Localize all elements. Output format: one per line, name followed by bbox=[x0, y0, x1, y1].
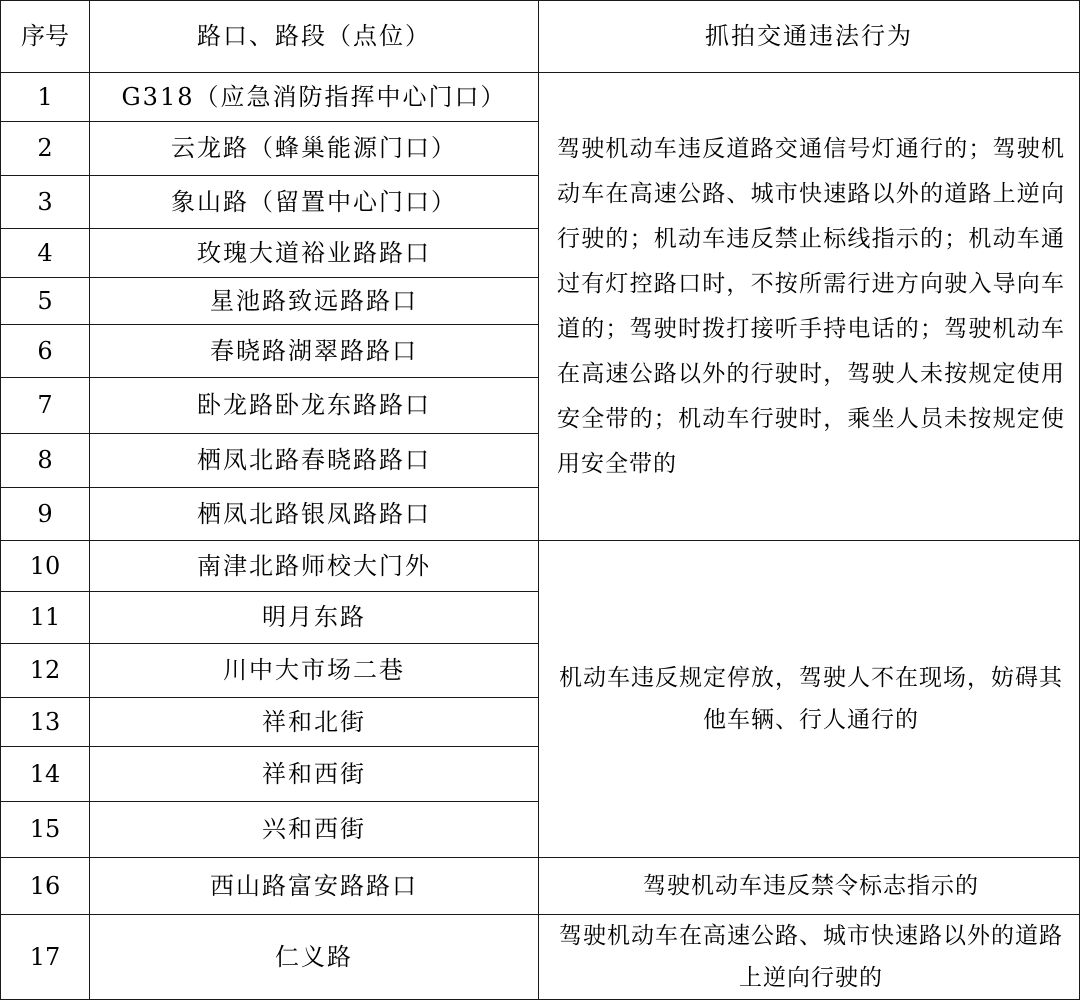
row-serial: 13 bbox=[1, 698, 90, 747]
row-serial: 10 bbox=[1, 541, 90, 592]
violation-group-2: 机动车违反规定停放，驾驶人不在现场，妨碍其他车辆、行人通行的 bbox=[539, 541, 1080, 858]
row-location: 春晓路湖翠路路口 bbox=[90, 325, 539, 378]
table-row bbox=[1, 73, 1080, 122]
row-location: 玫瑰大道裕业路路口 bbox=[90, 229, 539, 278]
row-serial: 5 bbox=[1, 278, 90, 325]
row-serial: 17 bbox=[1, 915, 90, 1000]
row-location: 西山路富安路路口 bbox=[90, 858, 539, 915]
row-location: 南津北路师校大门外 bbox=[90, 541, 539, 592]
row-location: 星池路致远路路口 bbox=[90, 278, 539, 325]
row-serial: 4 bbox=[1, 229, 90, 278]
row-location: 象山路（留置中心门口） bbox=[90, 176, 539, 229]
header-serial: 序号 bbox=[1, 1, 90, 73]
row-location: 明月东路 bbox=[90, 592, 539, 644]
row-location: 兴和西街 bbox=[90, 802, 539, 858]
row-location: 卧龙路卧龙东路路口 bbox=[90, 378, 539, 434]
row-serial: 12 bbox=[1, 644, 90, 698]
table-row bbox=[1, 915, 1080, 1000]
table-row bbox=[1, 858, 1080, 915]
row-serial: 7 bbox=[1, 378, 90, 434]
row-serial: 2 bbox=[1, 122, 90, 176]
header-violation: 抓拍交通违法行为 bbox=[539, 1, 1080, 73]
violation-group-1: 驾驶机动车违反道路交通信号灯通行的；驾驶机动车在高速公路、城市快速路以外的道路上逆向行驶的；机动车违反禁止标线指示的；机动车通过有灯控路口时，不按所需行进方向驶入导向车道的；驾驶时拨打接听手持电话的；驾驶机动车在高速公路以外的行驶时，驾驶人未按规定使用安全带的；机动车行驶时，乘坐人员未按规定使用安全带的 bbox=[539, 73, 1080, 541]
header-location: 路口、路段（点位） bbox=[90, 1, 539, 73]
row-location: 栖凤北路银凤路路口 bbox=[90, 488, 539, 541]
row-serial: 16 bbox=[1, 858, 90, 915]
row-serial: 8 bbox=[1, 434, 90, 488]
row-serial: 9 bbox=[1, 488, 90, 541]
row-location: 栖凤北路春晓路路口 bbox=[90, 434, 539, 488]
violation-group-4: 驾驶机动车在高速公路、城市快速路以外的道路上逆向行驶的 bbox=[539, 915, 1080, 1000]
row-serial: 11 bbox=[1, 592, 90, 644]
row-location: 祥和北街 bbox=[90, 698, 539, 747]
row-serial: 15 bbox=[1, 802, 90, 858]
row-location: 祥和西街 bbox=[90, 747, 539, 802]
row-location: G318（应急消防指挥中心门口） bbox=[90, 73, 539, 122]
row-serial: 3 bbox=[1, 176, 90, 229]
table-row bbox=[1, 541, 1080, 592]
row-location: 川中大市场二巷 bbox=[90, 644, 539, 698]
row-location: 云龙路（蜂巢能源门口） bbox=[90, 122, 539, 176]
row-serial: 14 bbox=[1, 747, 90, 802]
row-serial: 1 bbox=[1, 73, 90, 122]
violation-group-3: 驾驶机动车违反禁令标志指示的 bbox=[539, 858, 1080, 915]
header-row bbox=[1, 1, 1080, 73]
row-location: 仁义路 bbox=[90, 915, 539, 1000]
row-serial: 6 bbox=[1, 325, 90, 378]
